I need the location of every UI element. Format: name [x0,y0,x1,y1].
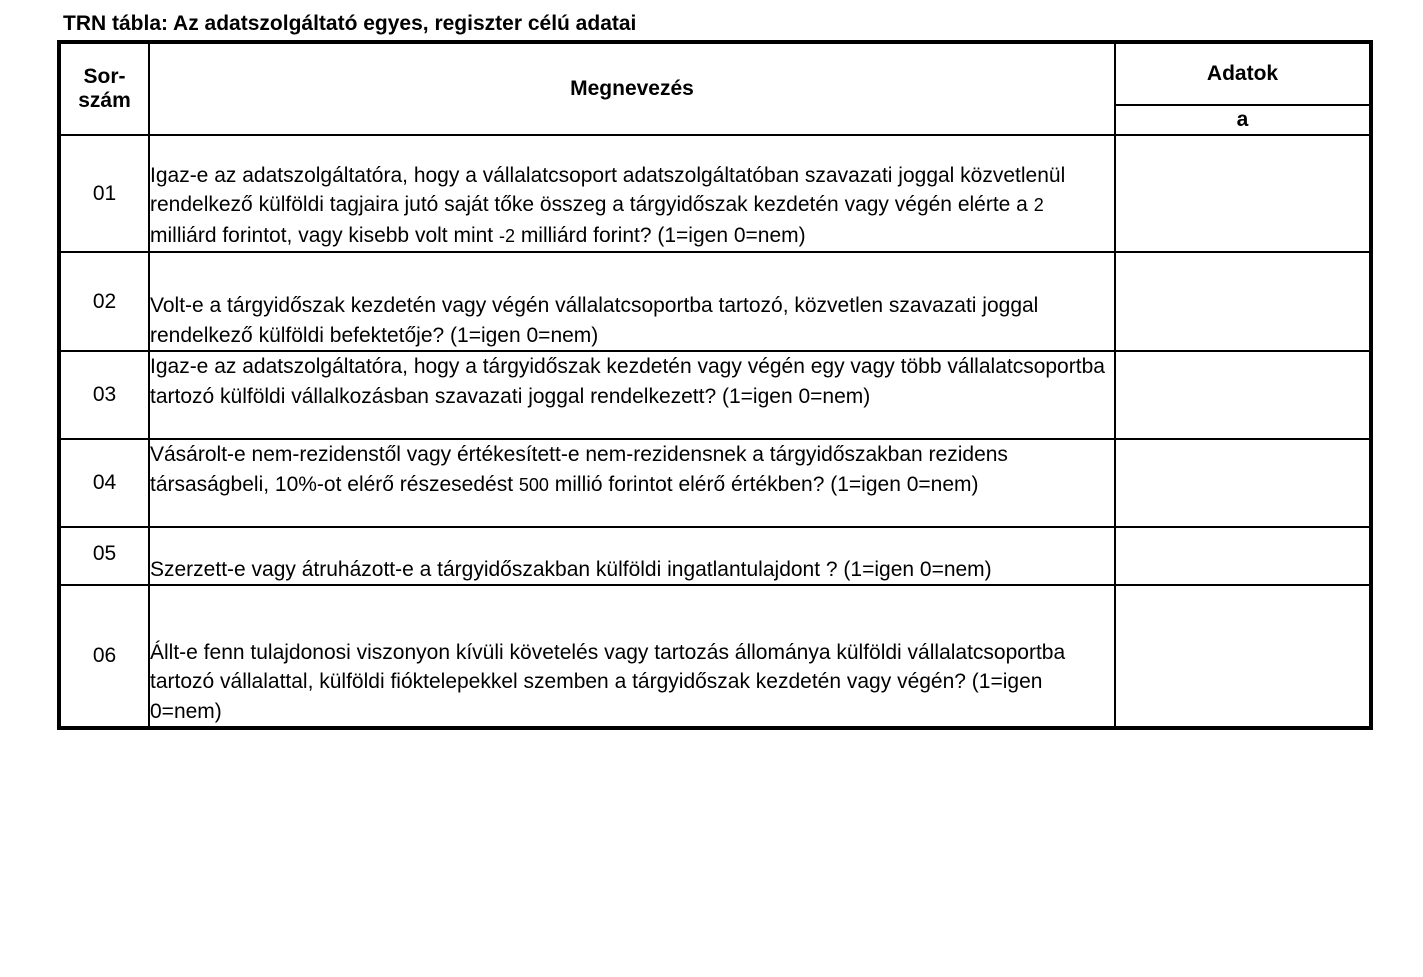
row-description: Szerzett-e vagy átruházott-e a tárgyidőszakban külföldi ingatlantulajdont ? (1=igen 0=nem) [149,527,1115,585]
data-cell-02[interactable] [1115,252,1371,351]
row-number: 04 [59,439,149,527]
table-row [59,527,1371,585]
table-row [59,135,1371,252]
row-text: millió forintot elérő értékben? (1=igen 0=nem) [548,472,979,496]
table-title: TRN tábla: Az adatszolgáltató egyes, regiszter célú adatai [63,12,637,35]
row-number: 01 [59,135,149,252]
row-number: 03 [59,351,149,439]
row-number: 05 [59,527,149,585]
row-description [149,135,1115,252]
header-sorszam [59,42,149,135]
table-row [59,439,1371,527]
row-text: Vásárolt-e nem-rezidenstől vagy értékesített-e nem-rezidensnek a tárgyidőszakban rezidens társaságbeli, 10%-ot elérő részesedést [150,443,1008,496]
header-sorszam-line2: szám [78,89,131,112]
threshold-value: 2 [1033,195,1044,215]
threshold-value: 500 [518,474,549,495]
data-cell-05[interactable] [1115,527,1371,585]
header-megnevezes: Megnevezés [149,42,1115,135]
header-adatok: Adatok [1115,42,1371,105]
row-text: Igaz-e az adatszolgáltatóra, hogy a vállalatcsoport adatszolgáltatóban szavazati joggal közvetlenül rendelkező külföldi tagjaira jutó saját tőke összeg a tárgyidőszak kezdetén vagy végén elérte a [150,163,1066,216]
table-row [59,351,1371,439]
row-description: Igaz-e az adatszolgáltatóra, hogy a tárgyidőszak kezdetén vagy végén egy vagy több vállalatcsoportba tartozó külföldi vállalkozásban szavazati joggal rendelkezett? (1=igen 0=nem) [149,351,1115,439]
data-cell-03[interactable] [1115,351,1371,439]
table-row [59,252,1371,351]
row-description: Volt-e a tárgyidőszak kezdetén vagy végén vállalatcsoportba tartozó, közvetlen szavazati joggal rendelkező külföldi befektetője? (1=igen 0=nem) [149,252,1115,351]
row-number: 02 [59,252,149,351]
threshold-value: -2 [498,225,515,246]
data-cell-01[interactable] [1115,135,1371,252]
row-description: Állt-e fenn tulajdonosi viszonyon kívüli követelés vagy tartozás állománya külföldi vállalatcsoportba tartozó vállalattal, külföldi fióktelepekkel szemben a tárgyidőszak kezdetén vagy végén? (1=igen 0=nem) [149,585,1115,728]
row-number: 06 [59,585,149,728]
header-sorszam-line1: Sor- [83,65,126,88]
row-text: milliárd forintot, vagy kisebb volt mint [150,223,499,247]
row-text: milliárd forint? (1=igen 0=nem) [514,223,806,247]
table-row [59,585,1371,728]
row-description [149,439,1115,527]
header-col-a: a [1115,105,1371,135]
data-cell-04[interactable] [1115,439,1371,527]
trn-table [57,40,1373,730]
data-cell-06[interactable] [1115,585,1371,728]
